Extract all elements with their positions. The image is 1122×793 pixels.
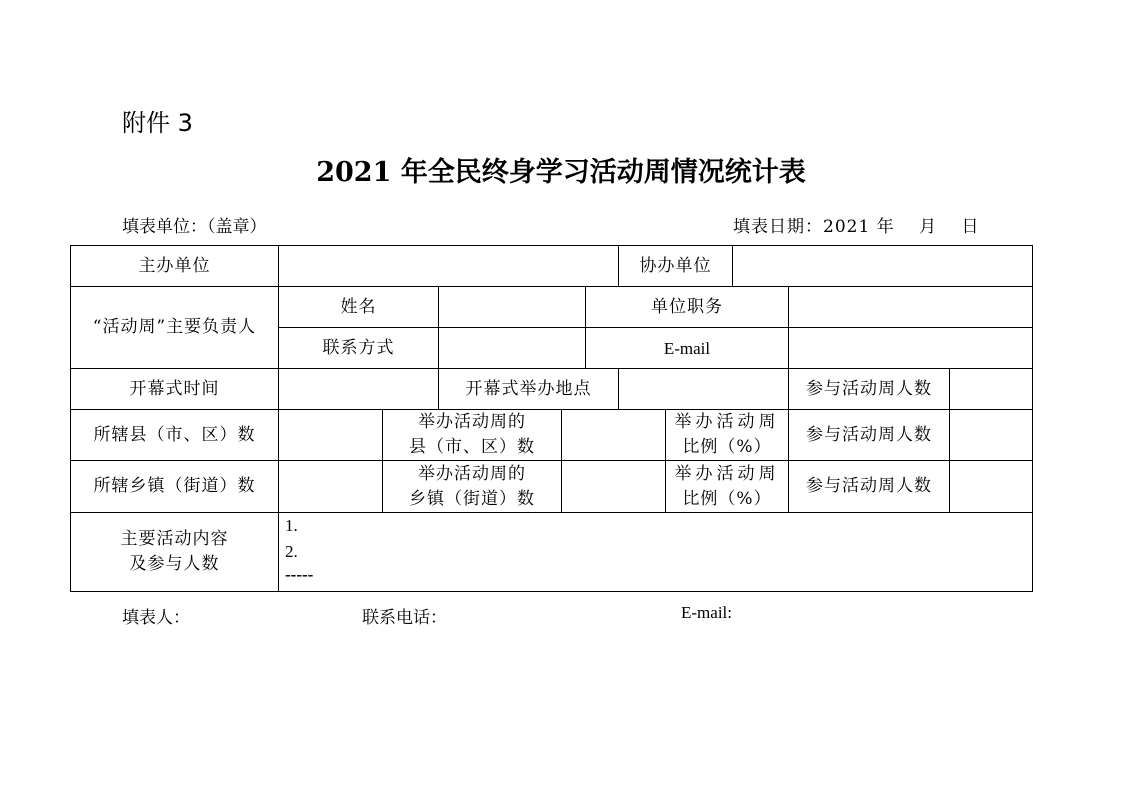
opening-time-field[interactable] — [279, 369, 438, 409]
main-content-label — [71, 513, 278, 591]
content-item-1: 1. — [285, 516, 298, 535]
county-participants-field[interactable] — [950, 410, 1032, 460]
township-ratio-label — [666, 461, 788, 512]
co-unit-field[interactable] — [733, 246, 1032, 286]
content-item-more: ----- — [285, 565, 314, 584]
township-ratio-line-2: 比例（%） — [682, 488, 772, 509]
county-ratio-label — [666, 410, 788, 460]
attachment-label: 附件 3 — [122, 109, 193, 137]
county-participants-label: 参与活动周人数 — [806, 424, 932, 445]
contact-label: 联系方式 — [322, 337, 395, 358]
county-count-label: 所辖县（市、区）数 — [93, 424, 256, 445]
township-held-field[interactable] — [562, 461, 665, 512]
host-unit-label: 主办单位 — [138, 255, 211, 276]
township-held-label — [383, 461, 561, 512]
county-held-line-2: 县（市、区）数 — [409, 437, 535, 457]
leader-label: “活动周”主要负责人 — [92, 317, 257, 337]
main-content-line-2: 及参与人数 — [129, 554, 220, 574]
phone-label: 联系电话： — [362, 608, 447, 628]
opening-time-label: 开幕式时间 — [129, 378, 220, 399]
township-count-label: 所辖乡镇（街道）数 — [93, 476, 256, 496]
name-label: 姓名 — [340, 296, 377, 317]
co-unit-label: 协办单位 — [639, 255, 712, 276]
position-label: 单位职务 — [651, 296, 723, 317]
main-content-field[interactable] — [279, 513, 1032, 591]
email-label: E-mail — [663, 338, 711, 358]
county-count-field[interactable] — [279, 410, 382, 460]
county-ratio-line-2: 比例（%） — [682, 437, 772, 457]
county-held-label — [383, 410, 561, 460]
filler-label: 填表人： — [122, 608, 190, 628]
county-held-field[interactable] — [562, 410, 665, 460]
township-held-line-2: 乡镇（街道）数 — [409, 488, 535, 509]
email-field[interactable] — [789, 328, 1032, 368]
contact-field[interactable] — [439, 328, 585, 368]
opening-place-label: 开幕式举办地点 — [465, 378, 592, 399]
footer-email-label: E-mail: — [681, 603, 732, 622]
content-item-2: 2. — [285, 542, 298, 561]
township-count-field[interactable] — [279, 461, 382, 512]
position-field[interactable] — [789, 287, 1032, 327]
document-title: 2021 年全民终身学习活动周情况统计表 — [316, 157, 806, 188]
fill-unit-label: 填表单位：（盖章） — [122, 217, 267, 237]
name-field[interactable] — [439, 287, 585, 327]
township-participants-label: 参与活动周人数 — [806, 476, 932, 496]
county-ratio-line-1: 举办活动周 — [674, 412, 780, 432]
participants-field[interactable] — [950, 369, 1032, 409]
county-held-line-1: 举办活动周的 — [418, 412, 526, 432]
main-content-line-1: 主要活动内容 — [120, 529, 229, 549]
host-unit-field[interactable] — [279, 246, 618, 286]
township-held-line-1: 举办活动周的 — [418, 463, 526, 484]
participants-label: 参与活动周人数 — [806, 378, 932, 399]
opening-place-field[interactable] — [619, 369, 788, 409]
township-participants-field[interactable] — [950, 461, 1032, 512]
fill-date-label: 填表日期：2021 年 月 日 — [733, 217, 980, 237]
township-ratio-line-1: 举办活动周 — [674, 463, 780, 484]
